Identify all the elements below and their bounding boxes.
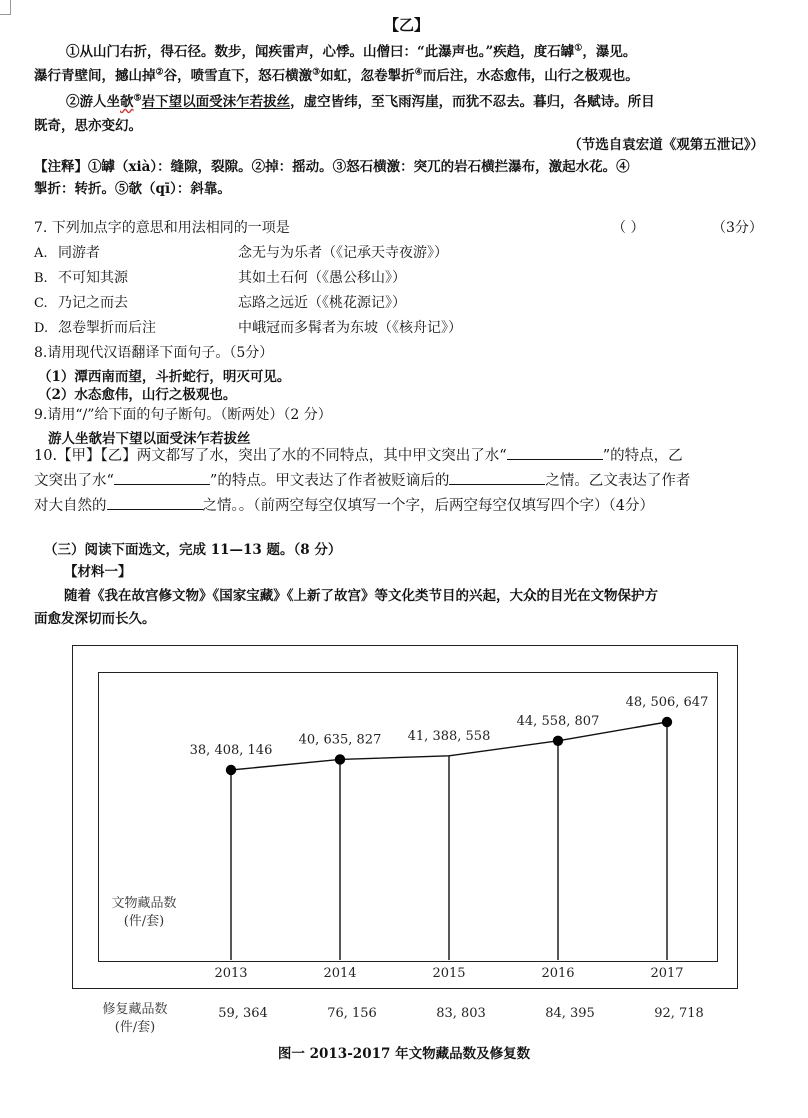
option-right: 中峨冠而多髯者为东坡（《核舟记》）: [238, 320, 462, 336]
restore-value-2016: 84, 395: [545, 1006, 595, 1021]
option-right: 其如土石何（《愚公移山》）: [238, 270, 406, 286]
footnote-marker: ②: [155, 67, 164, 78]
option-letter: C.: [34, 296, 48, 311]
footnote-marker: ⑤: [133, 93, 142, 104]
data-label-2015: 41, 388, 558: [407, 728, 491, 744]
part3-heading: （三）阅读下面选文，完成 11—13 题。（8 分）: [44, 542, 342, 558]
text: 之情。乙文表达了作者: [545, 473, 691, 489]
q7-score: （3分）: [712, 220, 763, 236]
footnote-marker: ①: [574, 43, 583, 54]
restore-value-2015: 83, 803: [436, 1006, 486, 1021]
x-tick-2013: 2013: [214, 966, 248, 981]
option-left: 不可知其源: [58, 270, 128, 286]
text: ①从山门右折，得石径。数步，闻疾雷声，心悸。山僧曰：“此瀑声也。”疾趋，度石罅: [66, 44, 575, 60]
data-point-2014: [335, 754, 345, 764]
source-note: （节选自袁宏道《观第五泄记》）: [568, 137, 764, 153]
q9-stem: 9.请用“/”给下面的句子断句。（断两处）（2 分）: [34, 407, 332, 423]
option-left: 乃记之而去: [58, 295, 128, 311]
restore-label: [98, 1001, 172, 1037]
data-point-2013: [226, 765, 236, 775]
intro-line-1: 随着《我在故宫修文物》《国家宝藏》《上新了故宫》等文化类节目的兴起，大众的目光在文物保护方: [64, 588, 658, 604]
text: 对大自然的: [34, 498, 107, 514]
restore-label-line-1: 修复藏品数: [102, 1002, 168, 1017]
yi-paragraph-2-line-2: 既奇，思亦变幻。: [34, 118, 142, 134]
y-axis-label-line-2: (件/套): [123, 914, 165, 929]
option-left: 忽卷掣折而后注: [58, 320, 156, 336]
notes-line-1: 【注释】①罅（xià）：缝隙，裂隙。②掉：摇动。③怒石横激：突兀的岩石横拦瀑布，激起水花。④: [34, 159, 630, 175]
footnote-marker: ③: [312, 67, 321, 78]
text: 如虹，忽卷掣折: [320, 68, 415, 84]
text: 谷，喷雪直下，怒石横激: [163, 68, 313, 84]
restore-value-2014: 76, 156: [327, 1006, 377, 1021]
option-letter: D.: [34, 321, 49, 336]
q8-stem: 8.请用现代汉语翻译下面句子。（5分）: [34, 345, 274, 361]
wavy-underlined-char: 欹: [120, 94, 134, 110]
y-axis-label-line-1: 文物藏品数: [111, 896, 177, 911]
data-label-2016: 44, 558, 807: [516, 713, 600, 729]
q8-sentence-1: （1）潭西南而望，斗折蛇行，明灭可见。: [38, 369, 291, 385]
notes-line-2: 掣折：转折。⑤欹（qī）：斜靠。: [34, 181, 231, 197]
text: 之情。。（前两空每空仅填写一个字，后两空每空仅填写四个字）（4分）: [202, 498, 654, 514]
text: 10.【甲】【乙】两文都写了水，突出了水的不同特点，其中甲文突出了水“: [34, 448, 507, 464]
text: ”的特点，乙: [602, 448, 683, 464]
x-tick-2014: 2014: [323, 966, 357, 981]
restore-value-2017: 92, 718: [654, 1006, 704, 1021]
q8-sentence-2: （2）水态愈伟，山行之极观也。: [38, 387, 237, 403]
x-tick-2017: 2017: [650, 966, 684, 981]
x-tick-2016: 2016: [541, 966, 575, 981]
intro-line-2: 面愈发深切而长久。: [34, 611, 156, 627]
text: ”的特点。甲文表达了作者被贬谪后的: [209, 473, 450, 489]
data-label-2013: 38, 408, 146: [189, 743, 273, 758]
x-tick-2015: 2015: [432, 966, 466, 981]
restore-value-2013: 59, 364: [218, 1006, 268, 1021]
q9-sentence: 游人坐欹岩下望以面受沫乍若拔丝: [48, 431, 251, 447]
data-label-2014: 40, 635, 827: [298, 732, 382, 748]
text: ②游人坐: [66, 94, 120, 110]
section-yi-title: 【乙】: [384, 16, 430, 34]
text: ，瀑见。: [582, 44, 637, 60]
underlined-sentence: 岩下望以面受沫乍若拔丝: [141, 94, 291, 110]
text: 而后注，水态愈伟，山行之极观也。: [422, 68, 639, 84]
restore-label-line-2: (件/套): [114, 1020, 156, 1035]
y-axis-label: [100, 895, 188, 931]
option-letter: A.: [34, 246, 48, 261]
option-right: 忘路之远近（《桃花源记》）: [238, 295, 406, 311]
text: ，虚空皆纬，至飞雨泻崖，而犹不忍去。暮归，各赋诗。所目: [290, 94, 655, 110]
data-point-2016: [553, 736, 563, 746]
option-letter: B.: [34, 271, 48, 286]
text: 瀑行青壁间，撼山掉: [34, 68, 156, 84]
q7-answer-paren: （ ）: [612, 220, 645, 236]
material-1-title: 【材料一】: [64, 564, 132, 580]
text: 文突出了水“: [34, 473, 114, 489]
footnote-marker: ④: [414, 67, 423, 78]
option-right: 念无与为乐者（《记承天寺夜游》）: [238, 245, 448, 261]
q7-stem: 7. 下列加点字的意思和用法相同的一项是: [34, 220, 290, 236]
data-point-2017: [662, 717, 672, 727]
option-left: 同游者: [58, 245, 100, 261]
chart-caption: 图一 2013-2017 年文物藏品数及修复数: [277, 1046, 531, 1062]
data-label-2017: 48, 506, 647: [625, 695, 709, 710]
